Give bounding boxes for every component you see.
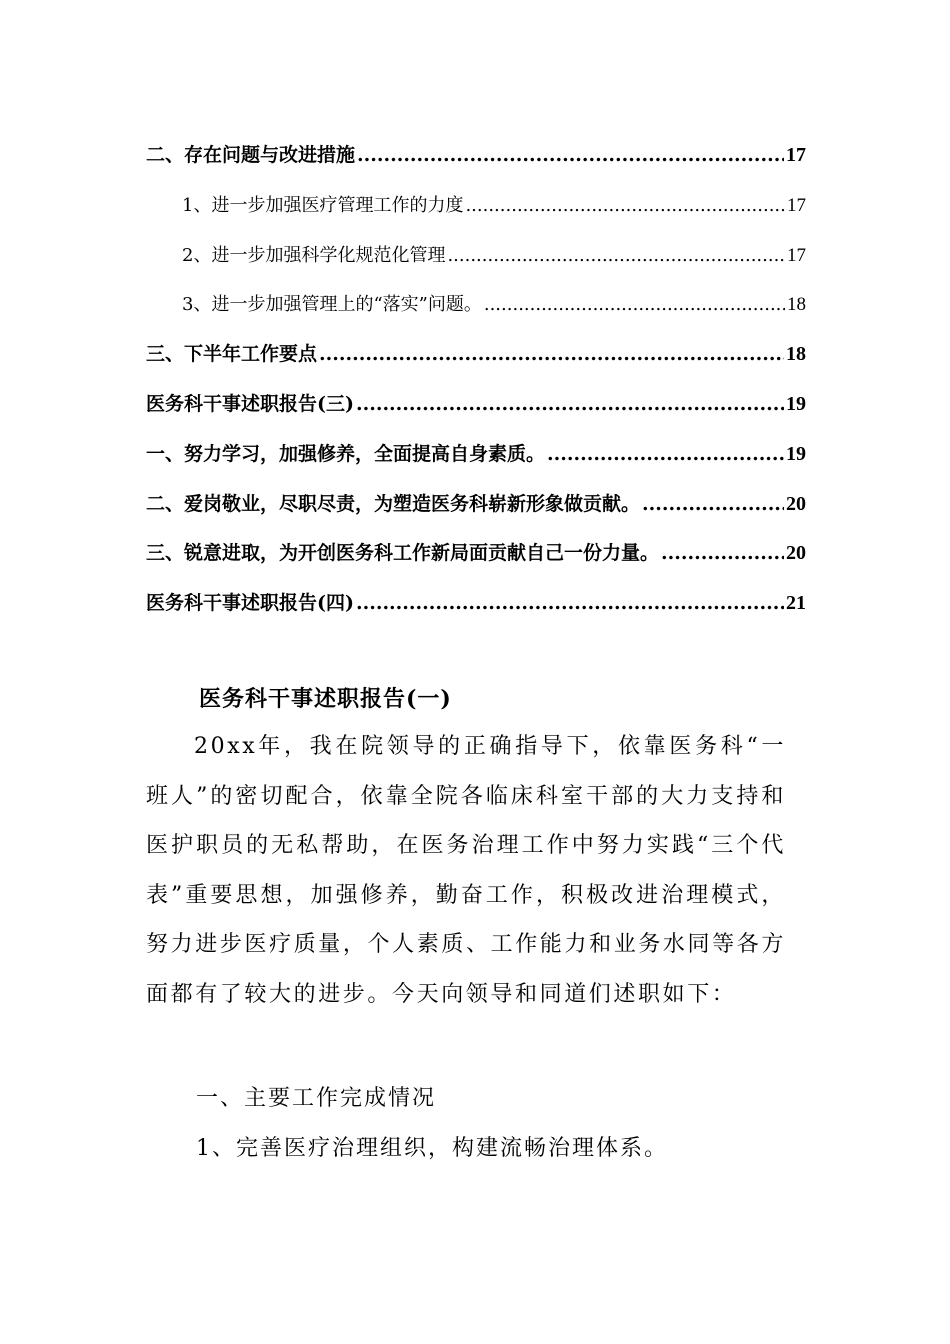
section-heading: 一、主要工作完成情况 [196, 1086, 437, 1111]
toc-entry-page: 20 [786, 492, 806, 515]
toc-entry-page: 17 [786, 144, 806, 166]
toc-leader-dots [447, 231, 785, 281]
toc-leader-dots [357, 131, 784, 181]
toc-entry-title: 三、下半年工作要点 [146, 343, 318, 366]
toc-entry-title: 三、锐意进取，为开创医务科工作新局面贡献自己一份力量。 [146, 542, 660, 565]
toc-entry-title: 二、存在问题与改进措施 [146, 144, 356, 166]
article-continued [196, 1074, 668, 1173]
toc-leader-dots [356, 380, 784, 430]
toc-entry-title: 一、努力学习，加强修养，全面提高自身素质。 [146, 442, 546, 465]
section-item: 1、完善医疗治理组织，构建流畅治理体系。 [196, 1135, 668, 1161]
article-body [146, 722, 786, 1019]
toc-leader-dots [642, 480, 784, 530]
toc-entry-page: 18 [787, 294, 806, 316]
toc-leader-dots [484, 280, 785, 330]
toc-entry-page: 20 [786, 542, 806, 565]
toc-entry[interactable] [146, 131, 806, 181]
article-heading: 医务科干事述职报告(一) [199, 686, 452, 712]
toc-entry-page: 17 [787, 194, 806, 216]
toc-entry[interactable] [146, 579, 806, 629]
toc-leader-dots [661, 529, 784, 579]
toc-leader-dots [547, 430, 784, 480]
toc-entry-title: 2、进一步加强科学化规范化管理 [182, 244, 446, 266]
toc-entry[interactable] [146, 181, 806, 231]
toc-entry-title: 二、爱岗敬业，尽职尽责，为塑造医务科崭新形象做贡献。 [146, 492, 641, 515]
toc-entry[interactable] [146, 480, 806, 530]
intro-paragraph: 20xx年，我在院领导的正确指导下，依靠医务科“一班人”的密切配合，依靠全院各临床科室干部的大力支持和医护职员的无私帮助，在医务治理工作中努力实践“三个代表”重要思想，加强修养，勤奋工作，积极改进治理模式，努力进步医疗质量，个人素质、工作能力和业务水同等各方面都有了较大的进步。今天向领导和同道们述职如下： [146, 734, 786, 1007]
toc-entry-page: 21 [786, 592, 806, 615]
toc-entry[interactable] [146, 529, 806, 579]
table-of-contents [146, 131, 806, 629]
toc-entry-page: 19 [786, 392, 806, 415]
toc-entry-page: 19 [786, 442, 806, 465]
toc-entry-page: 17 [787, 244, 806, 266]
toc-entry-title: 3、进一步加强管理上的“落实”问题。 [182, 294, 482, 316]
toc-entry-page: 18 [786, 343, 806, 366]
toc-entry[interactable] [146, 280, 806, 330]
toc-leader-dots [465, 181, 785, 231]
toc-entry[interactable] [146, 231, 806, 281]
toc-entry-title: 1、进一步加强医疗管理工作的力度 [182, 194, 464, 216]
toc-leader-dots [356, 579, 784, 629]
toc-entry[interactable] [146, 330, 806, 380]
toc-leader-dots [319, 330, 784, 380]
toc-entry[interactable] [146, 380, 806, 430]
toc-entry-title: 医务科干事述职报告(三) [146, 392, 354, 415]
toc-entry-title: 医务科干事述职报告(四) [146, 592, 354, 615]
toc-entry[interactable] [146, 430, 806, 480]
